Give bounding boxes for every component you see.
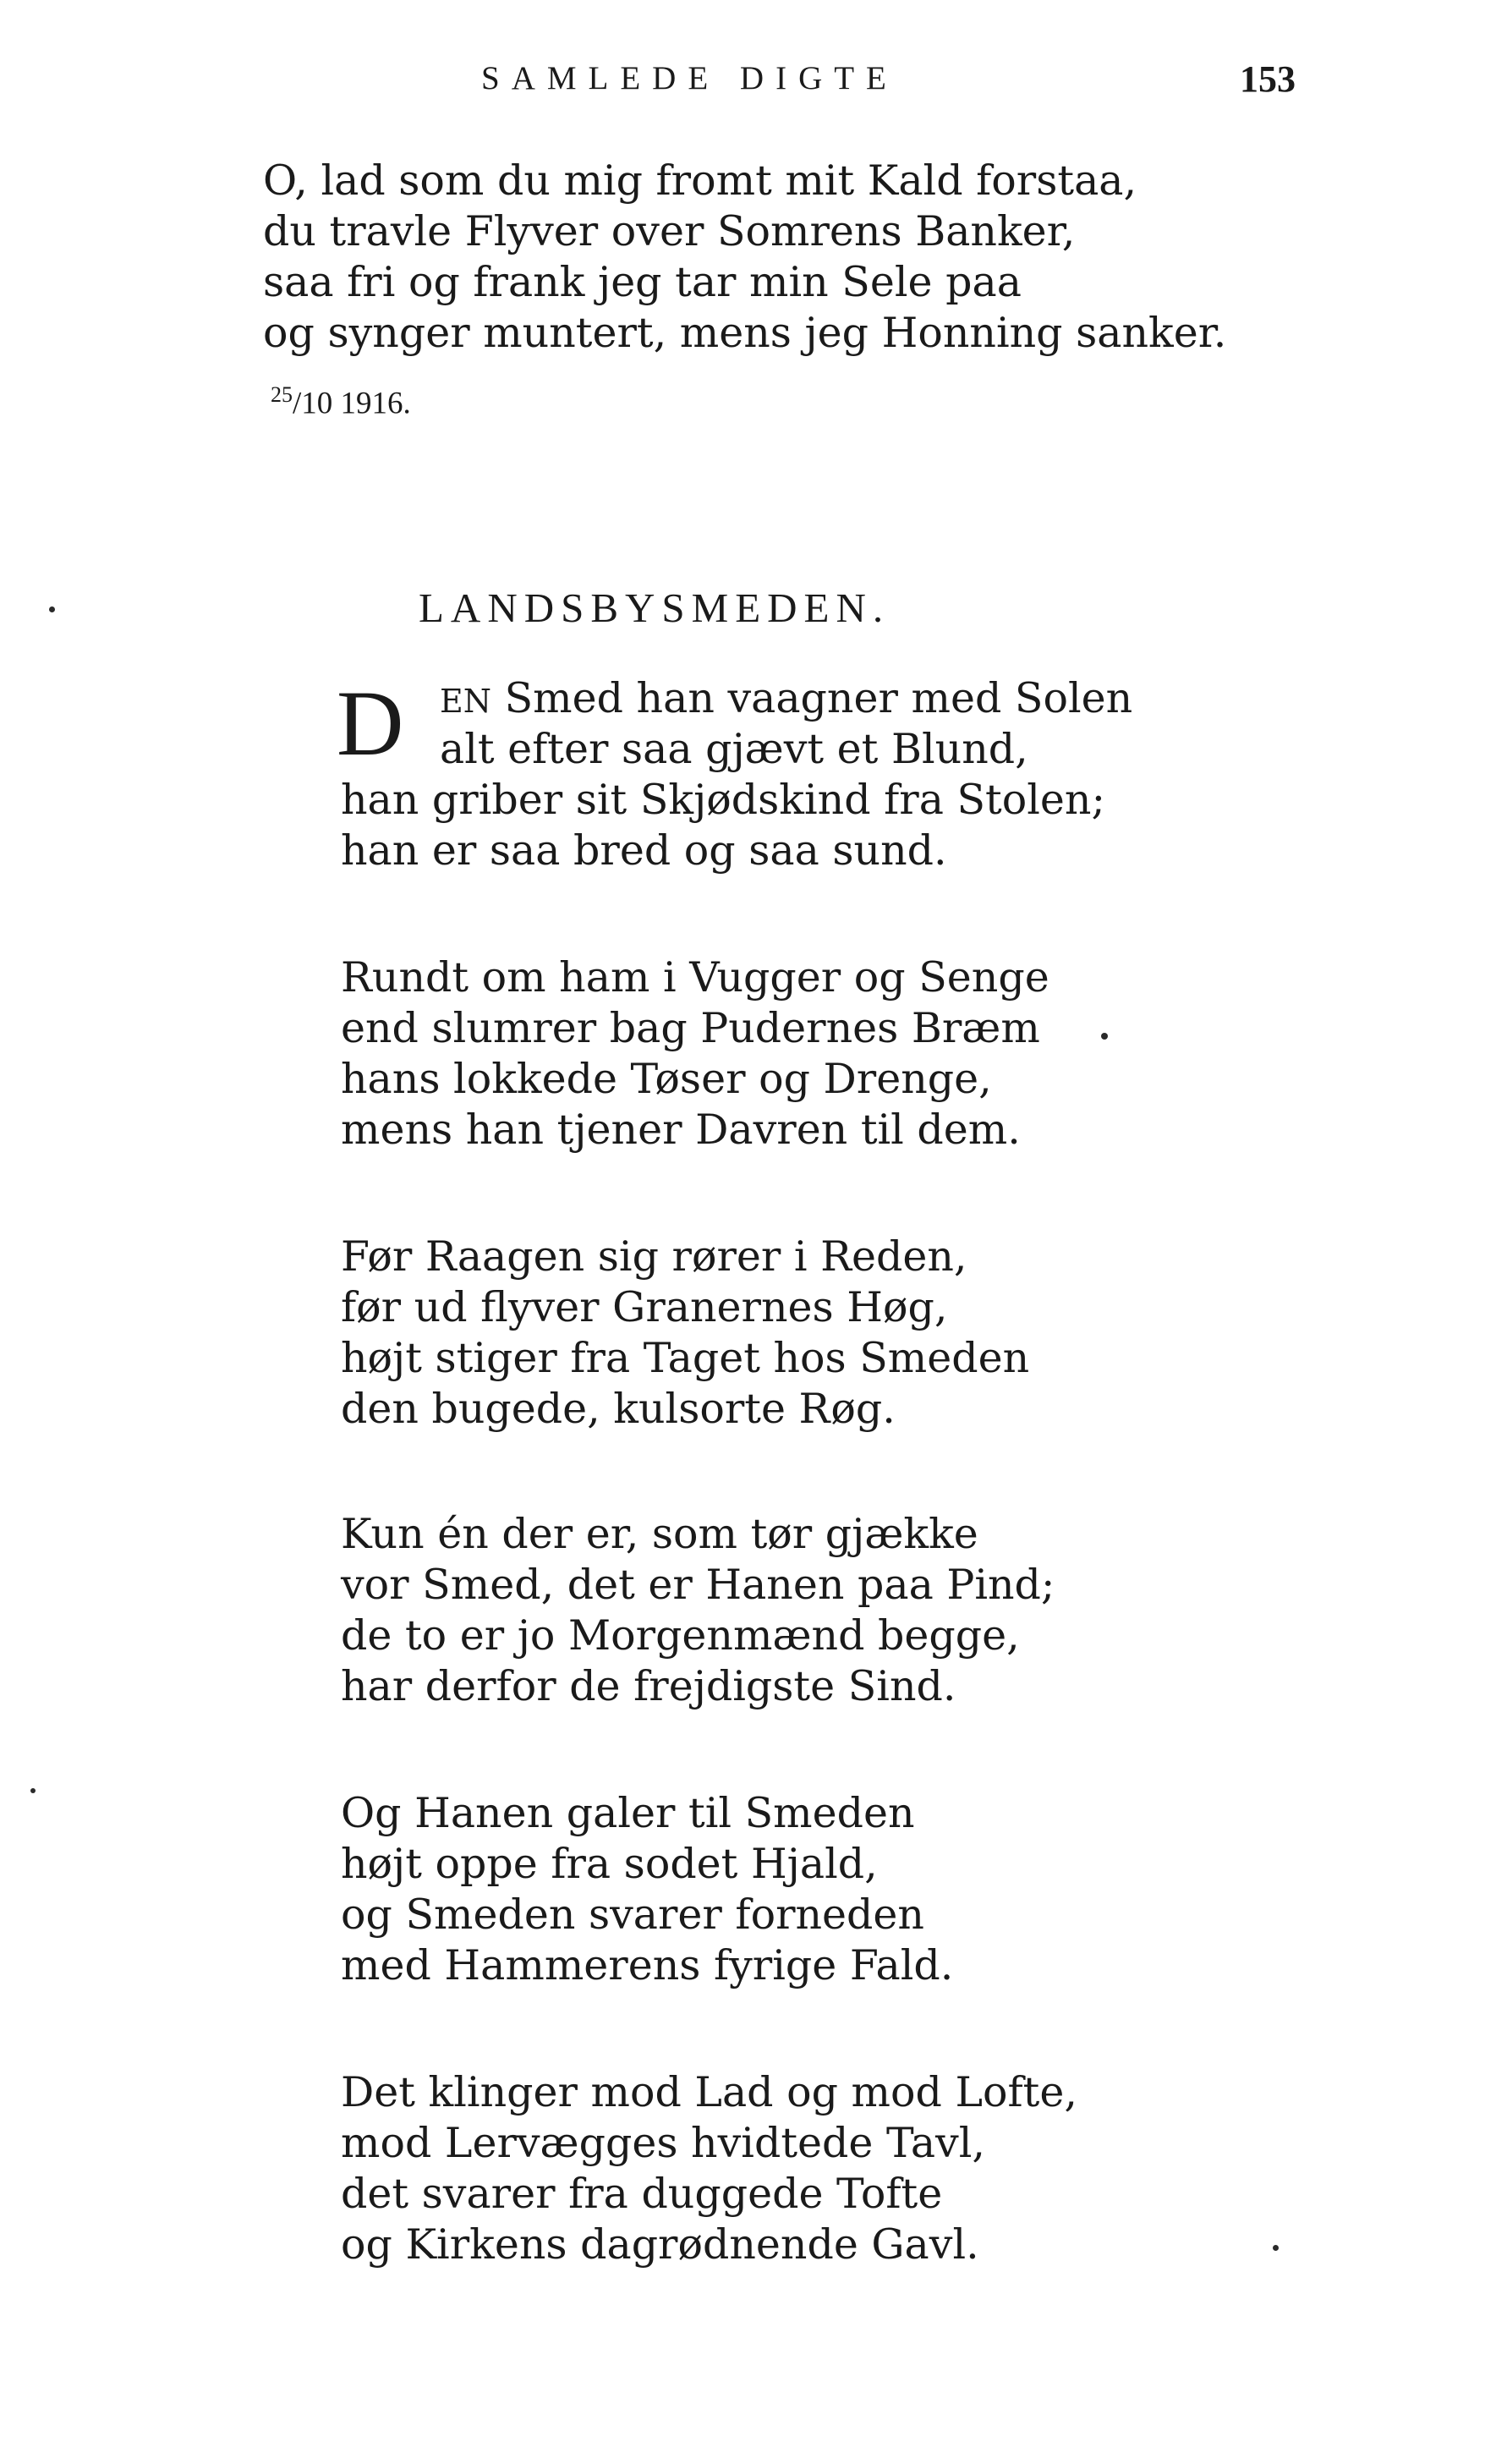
verse-line: du travle Flyver over Somrens Banker,: [263, 207, 1076, 255]
verse-line: Og Hanen galer til Smeden: [341, 1789, 915, 1837]
verse-line: højt stiger fra Taget hos Smeden: [341, 1334, 1030, 1382]
verse-line: har derfor de frejdigste Sind.: [341, 1662, 956, 1710]
verse-line: O, lad som du mig fromt mit Kald forstaa,: [263, 156, 1137, 205]
date-rest: /10 1916.: [293, 386, 411, 421]
verse-line: hans lokkede Tøser og Drenge,: [341, 1055, 992, 1103]
verse-line: den bugede, kulsorte Røg.: [341, 1385, 896, 1433]
verse-line: før ud flyver Granernes Høg,: [341, 1283, 948, 1331]
running-title: SAMLEDE DIGTE: [481, 60, 898, 96]
verse-line: Før Raagen sig rører i Reden,: [341, 1232, 967, 1281]
verse-line: Kun én der er, som tør gjække: [341, 1510, 978, 1558]
ink-speck: [1273, 2245, 1279, 2251]
verse-line: end slumrer bag Pudernes Bræm: [341, 1004, 1040, 1052]
verse-line: med Hammerens fyrige Fald.: [341, 1941, 954, 1989]
drop-cap: D: [337, 672, 404, 775]
verse-line: mod Lervægges hvidtede Tavl,: [341, 2119, 985, 2167]
verse-line: og Kirkens dagrødnende Gavl.: [341, 2220, 979, 2269]
ink-speck: [30, 1788, 36, 1793]
verse-line: saa fri og frank jeg tar min Sele paa: [263, 258, 1022, 306]
verse-line: Rundt om ham i Vugger og Senge: [341, 953, 1049, 1002]
verse-line: mens han tjener Davren til dem.: [341, 1106, 1021, 1154]
poem-date: [271, 382, 411, 421]
date-day: 25: [271, 382, 293, 407]
verse-line: han er saa bred og saa sund.: [341, 826, 947, 875]
poem-title: LANDSBYSMEDEN.: [419, 584, 890, 631]
page-number: 153: [1240, 58, 1296, 100]
verse-line: højt oppe fra sodet Hjald,: [341, 1840, 878, 1888]
first-word-rest: EN: [440, 683, 491, 720]
first-verse-line: [440, 674, 1132, 726]
verse-line: og Smeden svarer forneden: [341, 1891, 924, 1939]
verse-line: de to er jo Morgenmænd begge,: [341, 1611, 1020, 1660]
verse-line: Det klinger mod Lad og mod Lofte,: [341, 2068, 1077, 2116]
verse-line: alt efter saa gjævt et Blund,: [440, 725, 1028, 773]
first-line-tail: Smed han vaagner med Solen: [491, 674, 1133, 722]
ink-speck: [1101, 1033, 1108, 1040]
verse-line: og synger muntert, mens jeg Honning sanker.: [263, 309, 1227, 357]
verse-line: det svarer fra duggede Tofte: [341, 2170, 943, 2218]
verse-line: vor Smed, det er Hanen paa Pind;: [341, 1561, 1055, 1609]
ink-speck: [49, 606, 55, 612]
verse-line: han griber sit Skjødskind fra Stolen;: [341, 776, 1105, 824]
